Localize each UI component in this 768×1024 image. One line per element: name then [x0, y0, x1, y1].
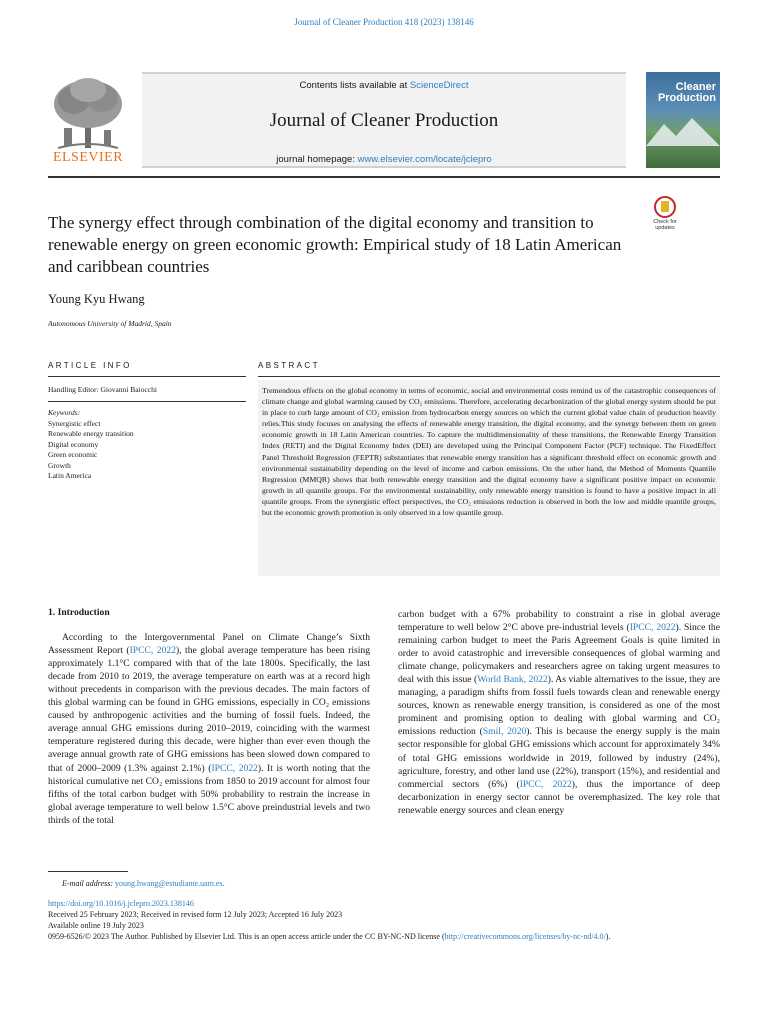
license-link[interactable]: http://creativecommons.org/licenses/by-nc-nd/4.0/: [444, 932, 606, 941]
keyword-item: Growth: [48, 460, 71, 470]
check-updates-icon: [654, 196, 676, 218]
body-column-left: [48, 606, 370, 827]
body-column-right: [398, 608, 720, 817]
license-text: ).: [605, 932, 611, 941]
footnote-rule: [48, 871, 128, 872]
doi-link[interactable]: https://doi.org/10.1016/j.jclepro.2023.138146: [48, 899, 194, 908]
citation-link[interactable]: IPCC, 2022: [629, 622, 676, 634]
abstract-rule: [258, 376, 720, 377]
cover-title: Cleaner Production: [657, 81, 716, 104]
keyword-item: Renewable energy transition: [48, 429, 134, 438]
body-text: ). As viable alternatives to the issue, they are managing, a paradigm shifts from fossil fuels towards clean and renewable energy sources, known as renewable energy transition, is considered as one of the most prominent and promising option to dealing with global warming and CO₂ emissions reduction (: [398, 674, 721, 738]
homepage-prefix: journal homepage:: [276, 154, 358, 165]
intro-paragraph-1-continued: [398, 608, 720, 817]
handling-editor-rule: [48, 401, 246, 402]
license-text: 0959-6526/© 2023 The Author. Published by Elsevier Ltd. This is an open access article under the CC BY-NC-ND license (: [48, 932, 445, 941]
article-info-heading: ARTICLE INFO: [48, 361, 132, 370]
keywords-block: [48, 408, 134, 482]
sciencedirect-link[interactable]: ScienceDirect: [409, 80, 469, 91]
keyword-item: Synergistic effect: [48, 418, 101, 428]
author-name[interactable]: Young Kyu Hwang: [48, 292, 145, 306]
citation-link[interactable]: IPCC, 2022: [129, 645, 176, 657]
running-head[interactable]: Journal of Cleaner Production 418 (2023) 138146: [294, 17, 474, 27]
online-date: Available online 19 July 2023: [48, 921, 144, 930]
body-text: ), the global average temperature has been rising approximately 1.1°C compared with that of the late 1800s. Specifically, the last decade from 2010 to 2019, the average temperature on earth was at a record high without precedents in comparison with the previous decades. The main factors of this global warming can be found in GHG emissions, especially in CO₂ emissions caused by anthropogenic activities and the burning of fossil fuels. Indeed, the average annual GHG emissions during 2010–2019, coinciding with the warmest temperature registered during this decade, were higher than ever even though the average annual growth rate of GHG emissions has been slowed down compared to that of 2000–2009 (1.3% against 2.1%) (: [48, 645, 371, 774]
keyword-item: Green economic: [48, 450, 98, 459]
body-text: carbon budget with a 67% probability to constraint a rise in global average temperature to well below 2°C above pre-industrial levels (: [398, 609, 720, 634]
keywords-label: Keywords:: [48, 408, 81, 417]
handling-editor: Handling Editor: Giovanni Baiocchi: [48, 385, 157, 394]
contents-prefix: Contents lists available at: [299, 80, 410, 91]
cover-mountain-icon: [646, 116, 720, 146]
author-email-footnote: [62, 879, 225, 888]
abstract-text: Tremendous effects on the global economy in terms of economic, social and environmental costs remind us of the catastrophic consequences of climate change and global warming caused by CO₂ emissions. Therefore, accelerating decarbonization of the global energy system should be put in place to curb large amount of CO₂ emission from hydrocarbon energy sources on which the current global value chain of production heavily relies.This study focuses on analysing the effects of renewable energy transition, the digital economy, and the synergy between them on green economic growth in 18 Latin American countries. To capture the multidimensionality of these transitions, the Renewable Energy Transition Index (RETI) and the Digital Economy Index (DEI) are developed using the Principal Component Factor (PCF) technique. The FixedEffect Panel Threshold Regression (FEPTR) substantiates that renewable energy transition has a significant threshold effect on economic growth and environmental sustainability depending on the level of income and carbon emissions. On the other hand, the Method of Moments Quantile Regression (MMQR) shows that both renewable energy transition and the digital economy have a significant positive impact on economic growth in all quantile groups. For the environmental sustainability, only renewable energy transition is found to have a positive impact in all quantile groups. From the synergistic effect perspectives, the CO₂ emissions reduction is observed in both the low and middle quantile groups, but the economic growth promotion is only observed in a low quantile group.: [262, 386, 716, 518]
check-for-updates-button[interactable]: [648, 196, 682, 230]
received-dates: Received 25 February 2023; Received in revised form 12 July 2023; Accepted 16 July 2023: [48, 910, 343, 919]
citation-link[interactable]: IPCC, 2022: [211, 762, 258, 774]
keyword-item: Digital economy: [48, 439, 99, 449]
body-text: ). This is because the energy supply is the main sector responsible for global GHG emissions which account for approximately 34% of total GHG emissions worldwide in 2019, followed by industry (24%), agriculture, forestry, and other land use (22%), transport (15%), and residential and commercial sectors (6%) (: [398, 726, 720, 790]
masthead-rule: [48, 176, 720, 178]
journal-name: Journal of Cleaner Production: [269, 110, 499, 131]
citation-link[interactable]: IPCC, 2022: [519, 778, 572, 790]
journal-homepage-link[interactable]: www.elsevier.com/locate/jclepro: [357, 154, 492, 165]
article-info-rule: [48, 376, 246, 377]
abstract-heading: ABSTRACT: [258, 361, 320, 370]
body-text: According to the Intergovernmental Panel on Climate Change’s Sixth Assessment Report (: [48, 632, 370, 657]
body-text: ). It is worth noting that the historical cumulative net CO₂ emissions from 1850 to 2019 account for almost four fifths of the total carbon budget with 50% probability to restrain the increase in global average temperature to well below 1.5°C above preindustrial levels and two thirds of the total: [48, 762, 370, 826]
body-text: ), thus the importance of deep decarbonization in energy sector cannot be overemphasized. The key role that renewable energy sources and clean energy: [398, 778, 720, 816]
citation-link[interactable]: Smil, 2020: [482, 726, 527, 738]
email-label: E-mail address:: [62, 879, 114, 888]
keyword-item: Latin America: [48, 471, 92, 480]
journal-masthead: [48, 72, 720, 168]
journal-cover-image: [646, 72, 720, 168]
abstract-box: [258, 380, 720, 576]
license-statement: [48, 931, 720, 942]
citation-link[interactable]: World Bank, 2022: [477, 674, 548, 686]
publisher-wordmark: ELSEVIER: [52, 150, 124, 165]
section-heading-introduction: 1. Introduction: [48, 607, 110, 618]
author-email-link[interactable]: young.hwang@estudiante.uam.es.: [115, 879, 225, 888]
check-updates-label: Check for updates: [653, 219, 677, 231]
intro-paragraph-1: [48, 631, 370, 827]
homepage-line: [142, 154, 626, 165]
article-footnotes: [48, 898, 720, 942]
article-title: The synergy effect through combination of the digital economy and transition to renewable energy on green economic growth: Empirical study of 18 Latin American and caribbean countries: [48, 213, 622, 276]
author-affiliation: Autonomous University of Madrid, Spain: [48, 319, 172, 328]
contents-line: [142, 80, 626, 91]
body-text: ). Since the remaining carbon budget to meet the Paris Agreement Goals is quite limited in order to avoid catastrophic and irreversible consequences of global warming and climate change, policymakers and researchers agree on taking urgent measures to deal with this issue (: [398, 622, 720, 686]
masthead-center: [142, 72, 626, 168]
